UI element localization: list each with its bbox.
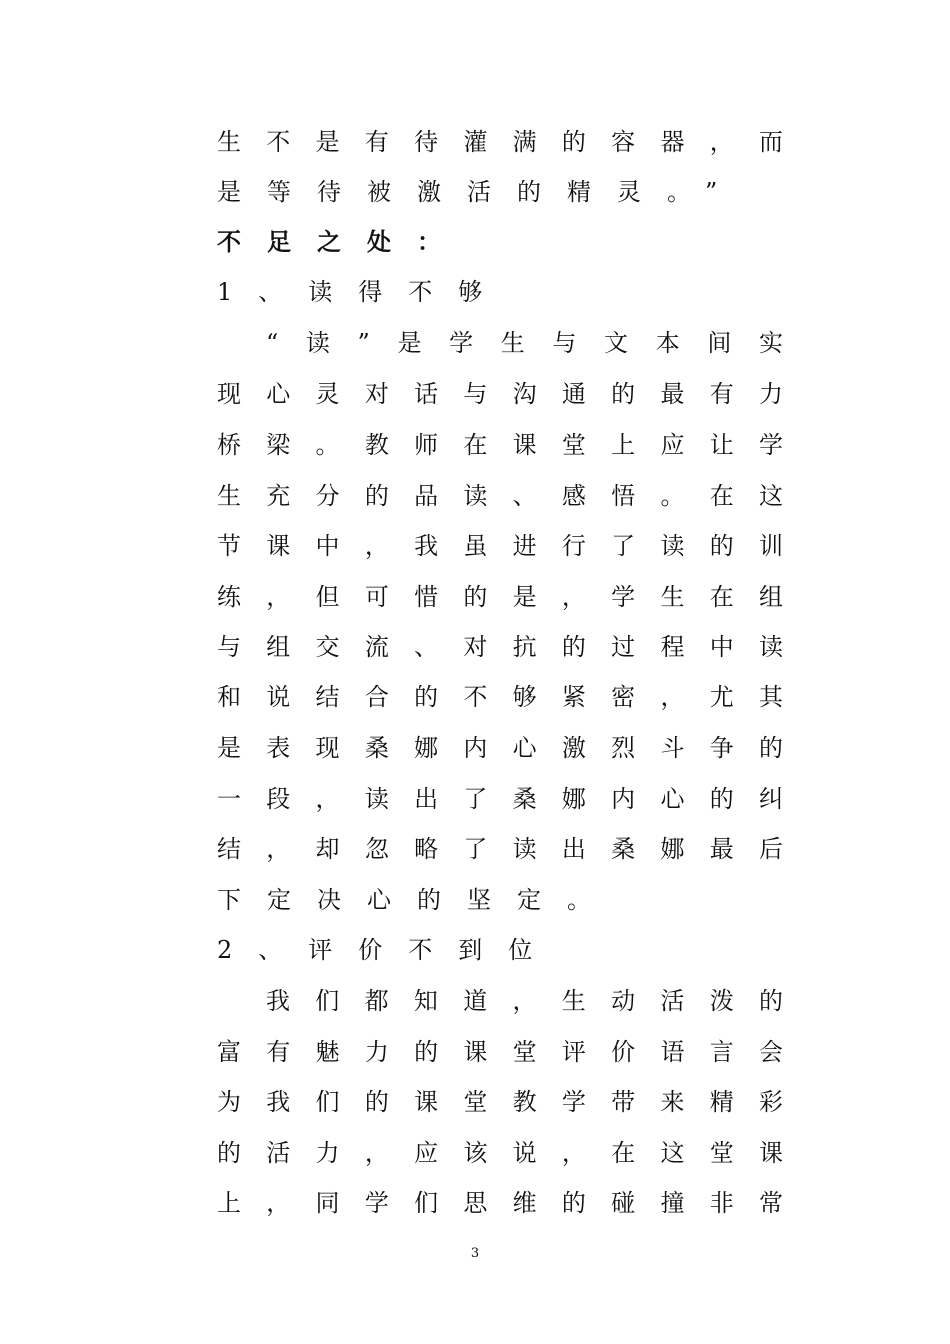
text-line: 我们都知道，生动活泼的 — [266, 987, 783, 1015]
text-line: “读”是学生与文本间实 — [266, 329, 783, 357]
text-line: 是表现桑娜内心激烈斗争的 — [217, 734, 783, 762]
text-line: 为我们的课堂教学带来精彩 — [217, 1088, 783, 1116]
text-line: 结，却忽略了读出桑娜最后 — [217, 835, 783, 863]
text-line: 生充分的品读、感悟。在这 — [217, 482, 783, 510]
text-line: 上，同学们思维的碰撞非常 — [217, 1189, 783, 1217]
text-line: 与组交流、对抗的过程中读 — [217, 633, 783, 661]
text-line: 练，但可惜的是，学生在组 — [217, 583, 783, 611]
text-line: 现心灵对话与沟通的最有力 — [217, 380, 783, 408]
text-line: 富有魅力的课堂评价语言会 — [217, 1038, 783, 1066]
text-line: 一段，读出了桑娜内心的纠 — [217, 785, 783, 813]
text-line: 的活力，应该说，在这堂课 — [217, 1139, 783, 1167]
text-line: 节课中，我虽进行了读的训 — [217, 532, 783, 560]
page-number: 3 — [470, 1246, 480, 1261]
subsection-heading: 2、评价不到位 — [217, 936, 559, 964]
text-line: 桥梁。教师在课堂上应让学 — [217, 431, 783, 459]
text-line: 和说结合的不够紧密，尤其 — [217, 683, 783, 711]
section-heading: 不足之处： — [217, 228, 467, 256]
subsection-heading: 1、读得不够 — [217, 278, 509, 306]
text-line: 下定决心的坚定。 — [217, 886, 617, 914]
text-line: 是等待被激活的精灵。” — [217, 178, 744, 206]
text-line: 生不是有待灌满的容器，而 — [217, 128, 783, 156]
